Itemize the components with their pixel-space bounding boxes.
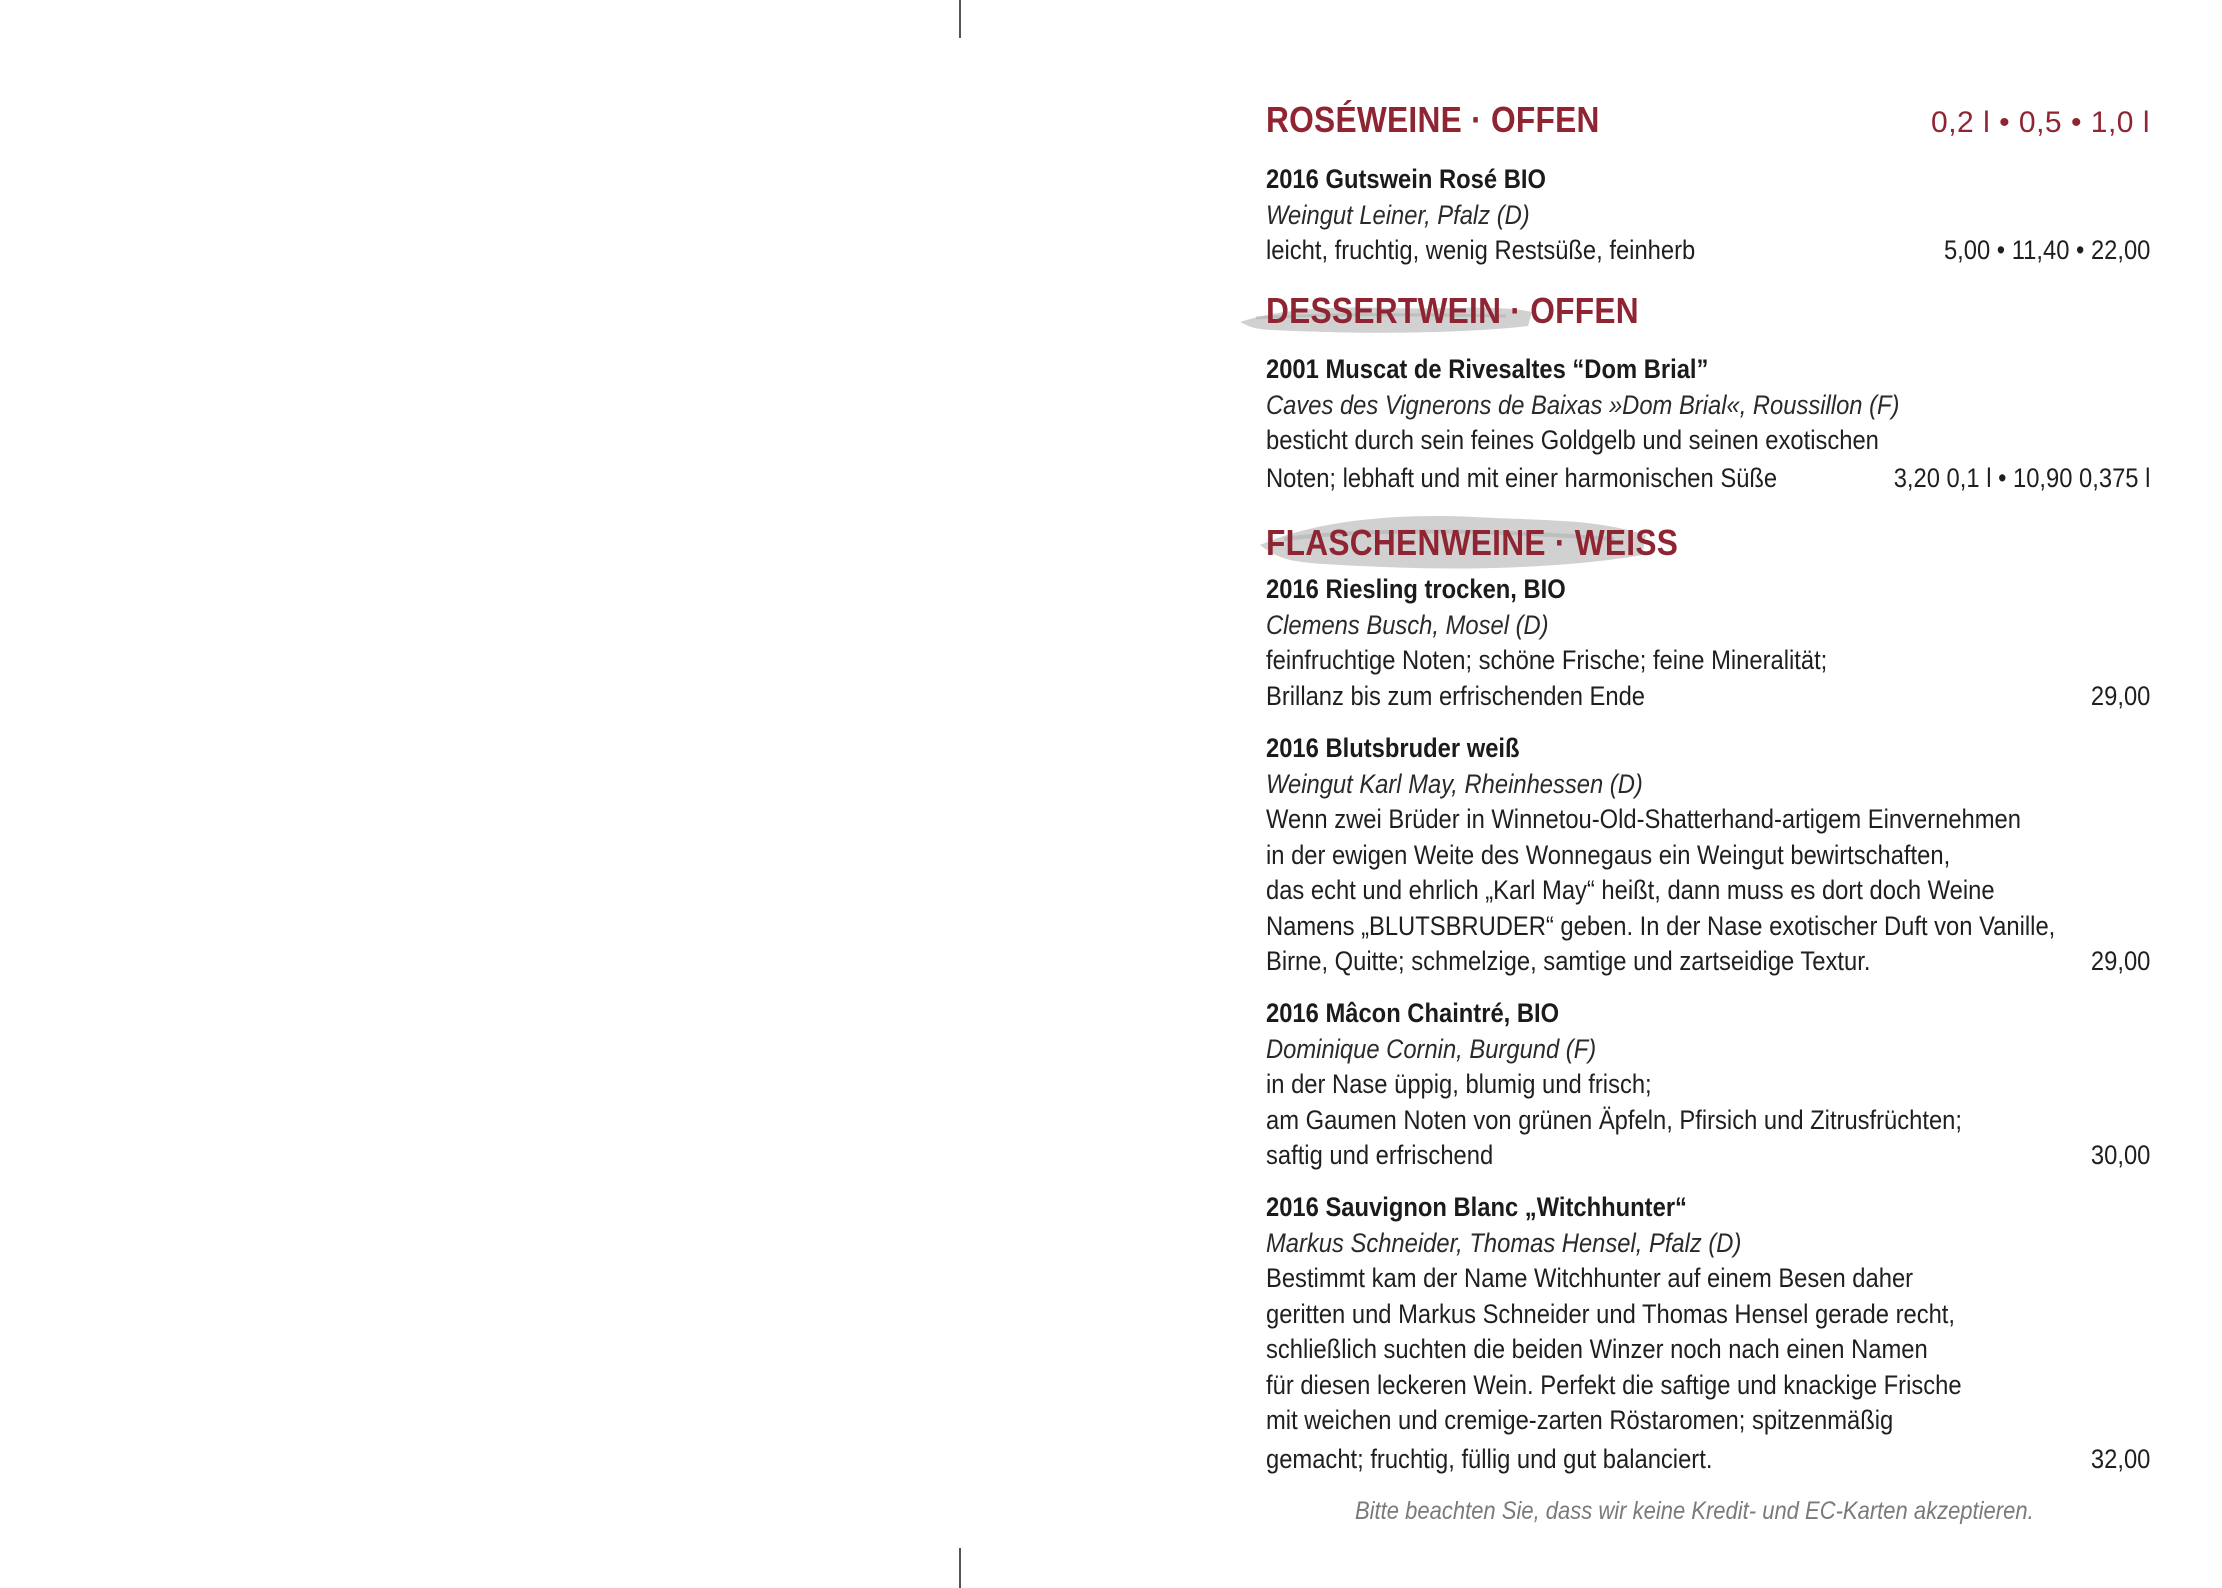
white-heading-row bbox=[1266, 522, 2150, 564]
wine-name: 2016 Blutsbruder weiß bbox=[1266, 733, 1520, 763]
section-title-dessert: DESSERTWEIN · OFFEN bbox=[1266, 290, 1639, 331]
fold-mark-bottom bbox=[959, 1548, 961, 1588]
wine-price-line bbox=[1266, 233, 2150, 269]
fold-mark-top bbox=[959, 0, 961, 38]
payment-note: Bitte beachten Sie, dass wir keine Kredit- und EC-Karten akzeptieren. bbox=[1355, 1497, 2034, 1525]
rose-size-labels: 0,2 l • 0,5 • 1,0 l bbox=[1931, 106, 2150, 139]
wine-description: Birne, Quitte; schmelzige, samtige und zartseidige Textur. bbox=[1266, 946, 1871, 976]
wine-price-line bbox=[1266, 944, 2150, 980]
wine-name: 2016 Sauvignon Blanc „Witchhunter“ bbox=[1266, 1192, 1687, 1222]
wine-description: am Gaumen Noten von grünen Äpfeln, Pfirsich und Zitrusfrüchten; bbox=[1266, 1104, 1963, 1135]
menu-column bbox=[1266, 0, 2150, 1571]
wine-description: geritten und Markus Schneider und Thomas Hensel gerade recht, bbox=[1266, 1298, 1955, 1329]
wine-producer: Weingut Karl May, Rheinhessen (D) bbox=[1266, 768, 1643, 799]
dessert-heading-row bbox=[1266, 290, 2150, 332]
wine-name: 2016 Mâcon Chaintré, BIO bbox=[1266, 998, 1560, 1028]
wine-price: 5,00 • 11,40 • 22,00 bbox=[1943, 235, 2151, 265]
wine-entry-riesling bbox=[1266, 572, 2150, 714]
wine-name: 2016 Riesling trocken, BIO bbox=[1266, 574, 1566, 604]
wine-description: für diesen leckeren Wein. Perfekt die saftige und knackige Frische bbox=[1266, 1369, 1962, 1400]
wine-description: besticht durch sein feines Goldgelb und seinen exotischen bbox=[1266, 425, 1879, 455]
wine-price: 29,00 bbox=[2090, 680, 2151, 711]
wine-description: gemacht; fruchtig, füllig und gut balanciert. bbox=[1266, 1443, 1713, 1474]
wine-price: 30,00 bbox=[2090, 1140, 2151, 1170]
wine-description: schließlich suchten die beiden Winzer noch nach einen Namen bbox=[1266, 1334, 1928, 1364]
wine-description: in der Nase üppig, blumig und frisch; bbox=[1266, 1069, 1652, 1099]
wine-entry-witchhunter bbox=[1266, 1190, 2150, 1477]
wine-description: feinfruchtige Noten; schöne Frische; feine Mineralität; bbox=[1266, 645, 1828, 675]
wine-description: saftig und erfrischend bbox=[1266, 1140, 1494, 1170]
wine-description: Namens „BLUTSBRUDER“ geben. In der Nase exotischer Duft von Vanille, bbox=[1266, 910, 2056, 941]
rose-heading-row bbox=[1266, 99, 2150, 141]
wine-name: 2016 Gutswein Rosé BIO bbox=[1266, 164, 1546, 194]
section-title-white: FLASCHENWEINE · WEISS bbox=[1266, 522, 1679, 563]
wine-entry-macon bbox=[1266, 996, 2150, 1174]
wine-description: Noten; lebhaft und mit einer harmonischen Süße bbox=[1266, 462, 1778, 493]
wine-price-line bbox=[1266, 1138, 2150, 1174]
wine-entry-dessert bbox=[1266, 352, 2150, 496]
wine-name: 2001 Muscat de Rivesaltes “Dom Brial” bbox=[1266, 354, 1709, 384]
wine-price: 32,00 bbox=[2090, 1443, 2151, 1474]
wine-description: Wenn zwei Brüder in Winnetou-Old-Shatterhand-artigem Einvernehmen bbox=[1266, 804, 2021, 834]
wine-description: leicht, fruchtig, wenig Restsüße, feinherb bbox=[1266, 235, 1696, 265]
wine-producer: Caves des Vignerons de Baixas »Dom Brial«, Roussillon (F) bbox=[1266, 389, 1900, 420]
wine-price-line bbox=[1266, 1442, 2150, 1478]
wine-producer: Dominique Cornin, Burgund (F) bbox=[1266, 1033, 1597, 1064]
wine-producer: Clemens Busch, Mosel (D) bbox=[1266, 609, 1549, 640]
wine-description: Bestimmt kam der Name Witchhunter auf einem Besen daher bbox=[1266, 1263, 1914, 1293]
wine-producer: Markus Schneider, Thomas Hensel, Pfalz (D) bbox=[1266, 1227, 1742, 1258]
wine-entry-blutsbruder bbox=[1266, 731, 2150, 980]
wine-price-line bbox=[1266, 679, 2150, 715]
wine-price: 29,00 bbox=[2090, 946, 2151, 976]
wine-description: Brillanz bis zum erfrischenden Ende bbox=[1266, 680, 1646, 711]
wine-description: mit weichen und cremige-zarten Röstaromen; spitzenmäßig bbox=[1266, 1405, 1894, 1435]
wine-price-line bbox=[1266, 461, 2150, 497]
wine-producer: Weingut Leiner, Pfalz (D) bbox=[1266, 199, 1530, 230]
wine-price: 3,20 0,1 l • 10,90 0,375 l bbox=[1893, 462, 2151, 493]
section-title-rose: ROSÉWEINE · OFFEN bbox=[1266, 99, 1600, 140]
wine-description: in der ewigen Weite des Wonnegaus ein Weingut bewirtschaften, bbox=[1266, 839, 1951, 870]
wine-entry-rose bbox=[1266, 162, 2150, 269]
wine-description: das echt und ehrlich „Karl May“ heißt, dann muss es dort doch Weine bbox=[1266, 875, 1995, 905]
